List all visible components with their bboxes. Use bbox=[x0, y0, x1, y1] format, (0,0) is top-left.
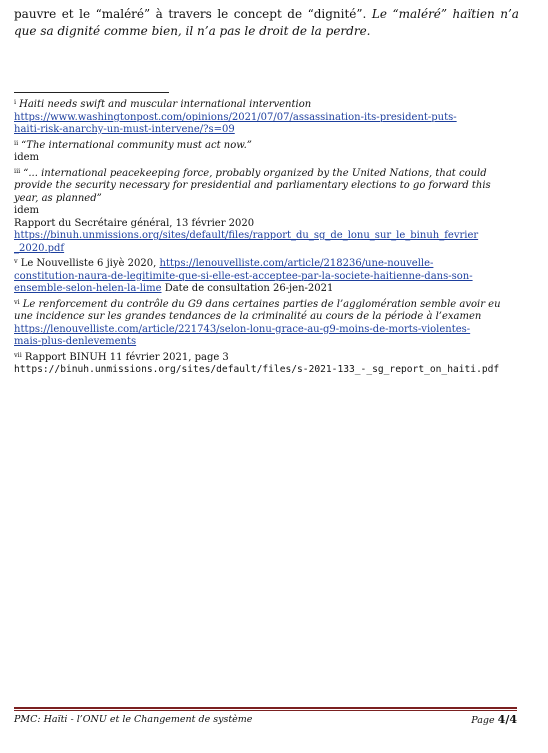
footnote-text: provide the security necessary for presidential and parliamentary elections to go forward this bbox=[14, 180, 491, 191]
page-label: Page bbox=[471, 715, 495, 726]
footnote-link[interactable]: ensemble-selon-helen-la-lime bbox=[14, 283, 162, 294]
footnote-link[interactable]: haiti-risk-anarchy-un-must-intervene/?s=09 bbox=[14, 124, 235, 135]
footnote-link[interactable]: https://www.washingtonpost.com/opinions/2021/07/07/assassination-its-president-puts- bbox=[14, 111, 457, 123]
footnote-url-text: https://binuh.unmissions.org/sites/default/files/s-2021-133_-_sg_report_on_haiti.pdf bbox=[14, 364, 500, 375]
footnote-iii bbox=[14, 165, 519, 181]
footnote-text: idem bbox=[14, 152, 39, 163]
page-number bbox=[471, 713, 517, 726]
footnote-link[interactable]: https://lenouvelliste.com/article/218236/une-nouvelle- bbox=[159, 258, 434, 269]
footnote-text: “... international peacekeeping force, probably organized by the United Nations, that could bbox=[23, 167, 487, 179]
footnote-text: Rapport du Secrétaire général, 13 février 2020 bbox=[14, 217, 255, 229]
footer-rule bbox=[14, 707, 517, 709]
footnote-mark: v bbox=[14, 257, 18, 265]
footnote-link[interactable]: https://lenouvelliste.com/article/221743/selon-lonu-grace-au-g9-moins-de-morts-violentes- bbox=[14, 323, 471, 335]
footnote-text: Haiti needs swift and muscular international intervention bbox=[19, 99, 312, 110]
footnote-text: une incidence sur les grandes tendances de la criminalité au cours de la période à l’examen bbox=[14, 311, 482, 322]
footnote-mark: iii bbox=[14, 166, 21, 175]
footnotes bbox=[14, 96, 519, 377]
body-text-italic: Le “maléré” haïtien n’a que sa dignité comme bien, il n’a pas le droit de la perdre. bbox=[14, 7, 519, 38]
footnote-text: “The international community must act now.” bbox=[21, 139, 252, 151]
footnote-link[interactable]: _2020.pdf bbox=[14, 242, 65, 254]
footnote-text: Le renforcement du contrôle du G9 dans certaines parties de l’agglomération semble avoir eu bbox=[22, 298, 501, 310]
footnote-mark: i bbox=[14, 98, 17, 106]
footnote-link[interactable]: https://binuh.unmissions.org/sites/default/files/rapport_du_sg_de_lonu_sur_le_binuh_fevrier bbox=[14, 230, 479, 241]
footnote-text: idem bbox=[14, 205, 39, 216]
footnote-link[interactable]: constitution-naura-de-legitimite-que-si-elle-est-acceptee-par-la-societe-haitienne-dans-son- bbox=[14, 270, 473, 282]
footer-title: PMC: Haïti - l’ONU et le Changement de système bbox=[14, 714, 253, 725]
footnote-link[interactable]: mais-plus-denlevements bbox=[14, 336, 137, 347]
footnote-mark: vii bbox=[14, 350, 22, 359]
footnote-text: Le Nouvelliste 6 jiyè 2020, bbox=[20, 258, 157, 269]
body-text-normal: pauvre et le “maléré” à travers le concept de “dignité”. bbox=[14, 7, 367, 21]
footnote-mark: ii bbox=[14, 138, 19, 147]
footnote-v bbox=[14, 255, 519, 271]
page-count: 4/4 bbox=[497, 713, 517, 726]
footnote-text: Date de consultation 26-jen-2021 bbox=[161, 283, 334, 294]
footnote-text: year, as planned” bbox=[14, 192, 102, 204]
footnote-text: Rapport BINUH 11 février 2021, page 3 bbox=[24, 351, 229, 363]
footer-rule bbox=[14, 710, 517, 711]
footnote-vi bbox=[14, 296, 519, 312]
footnote-ii bbox=[14, 137, 519, 153]
body-paragraph bbox=[14, 6, 519, 40]
footnote-mark: vi bbox=[14, 297, 20, 306]
footnote-i bbox=[14, 96, 519, 112]
footnote-separator bbox=[14, 92, 169, 93]
footnote-vii bbox=[14, 349, 519, 365]
